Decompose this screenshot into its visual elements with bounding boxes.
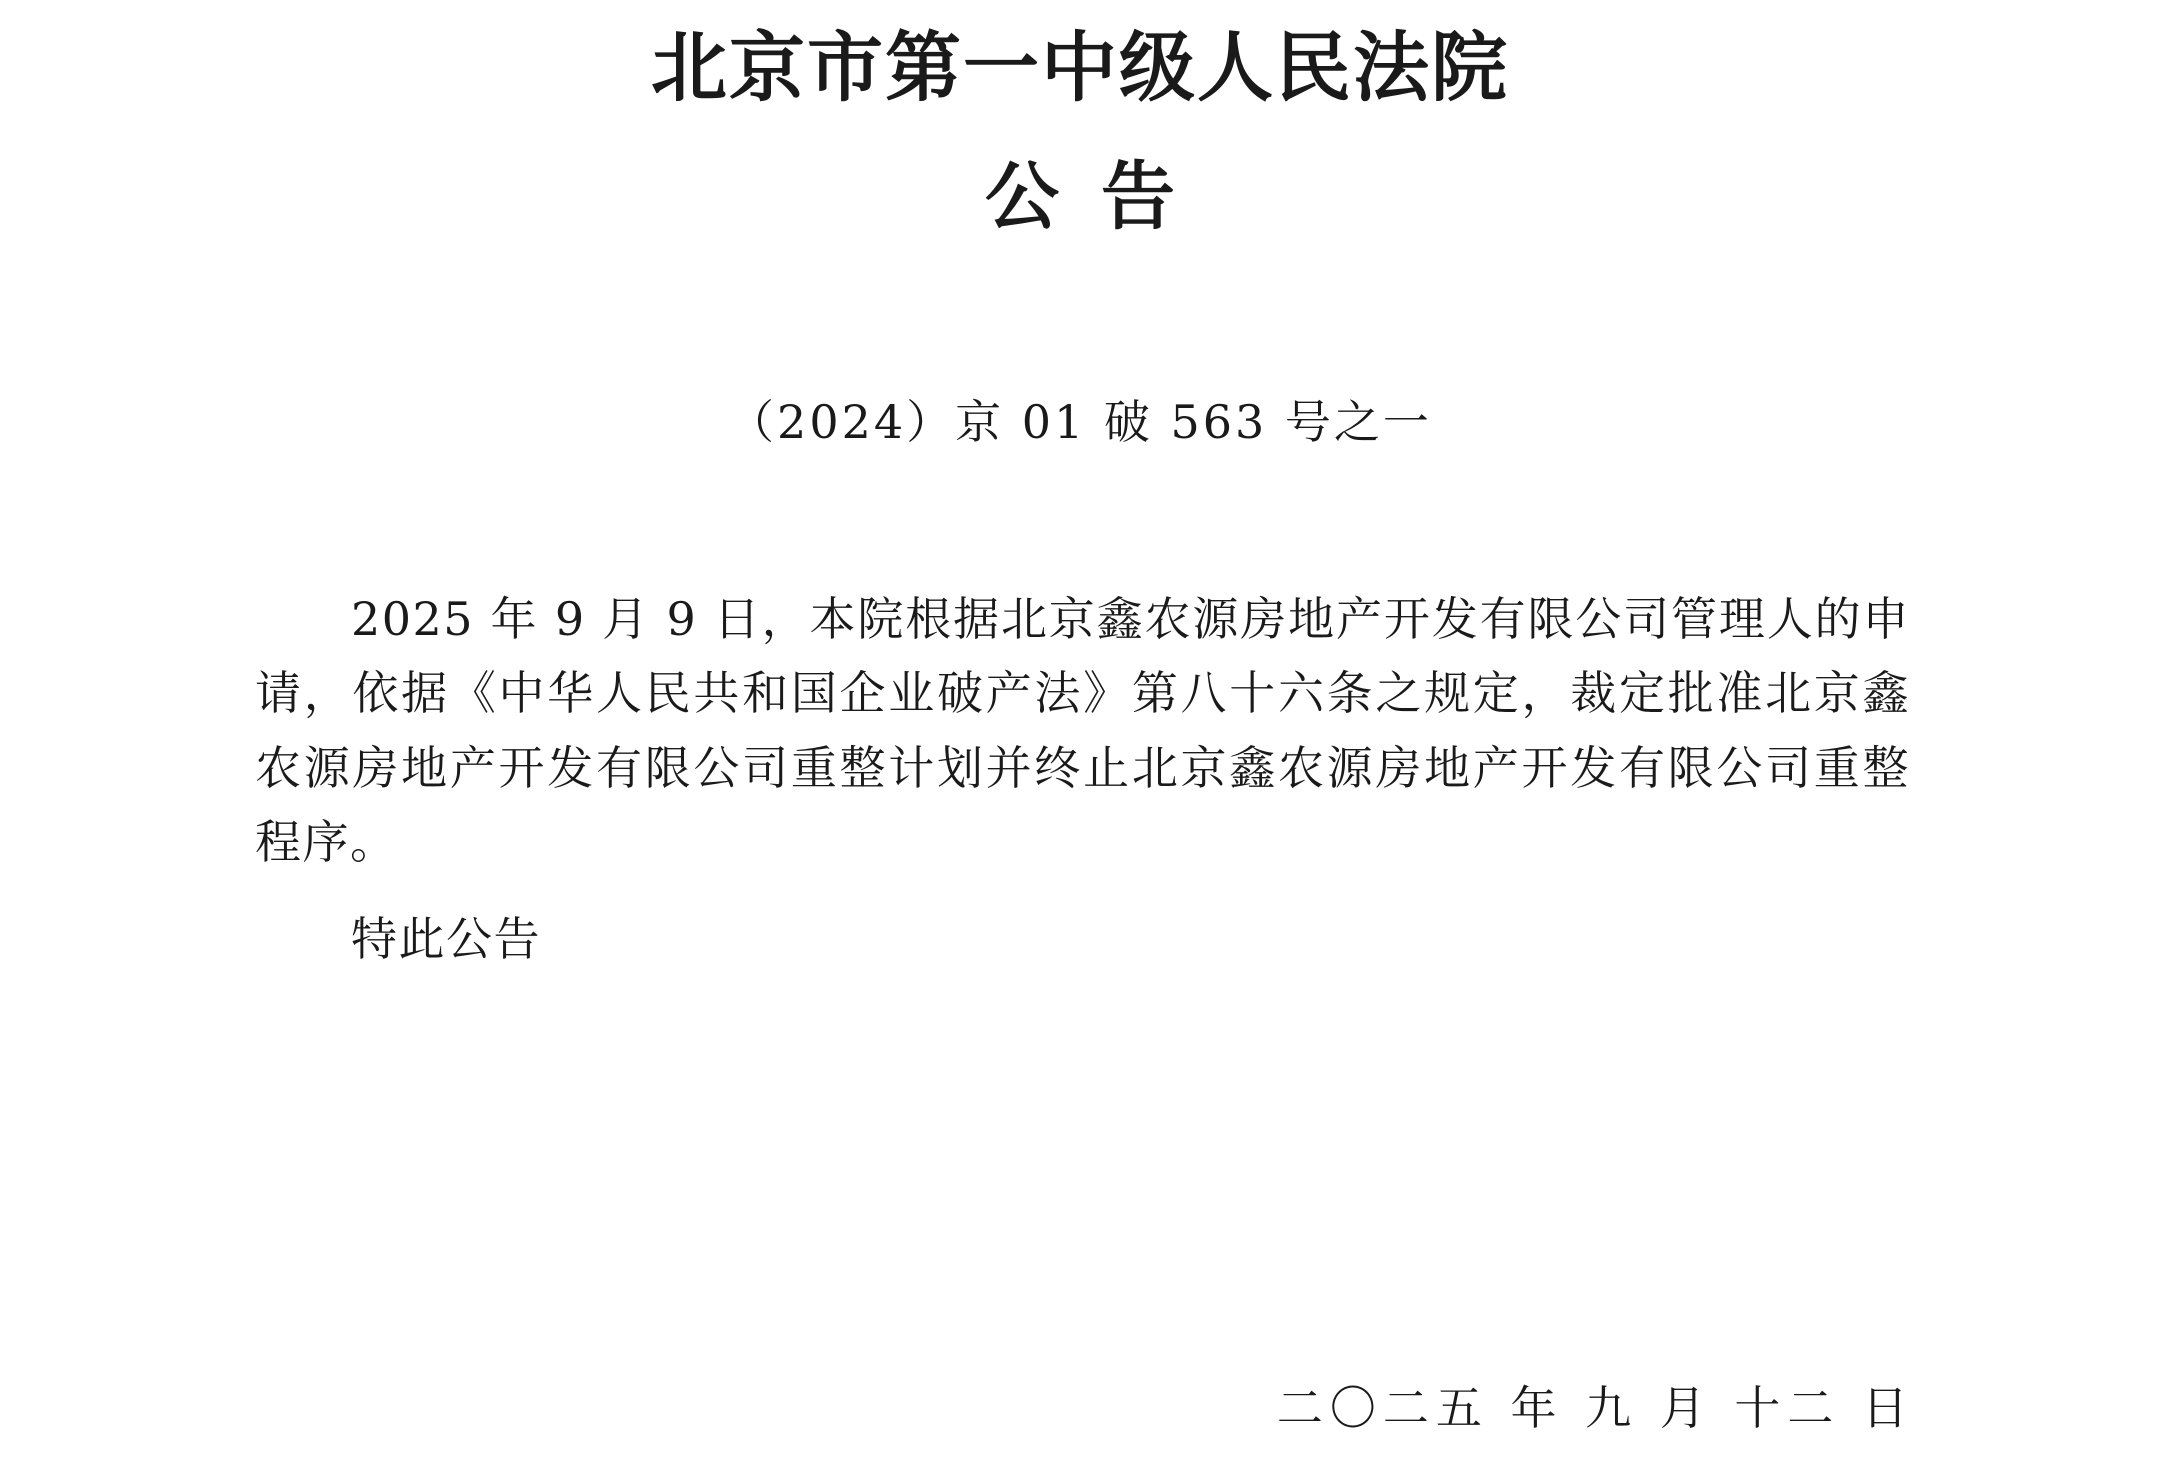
notice-closing: 特此公告 — [351, 911, 541, 966]
court-title: 北京市第一中级人民法院 — [651, 23, 1509, 112]
body-paragraph: 2025 年 9 月 9 日，本院根据北京鑫农源房地产开发有限公司管理人的申请，依据《中华人民共和国企业破产法》第八十六条之规定，裁定批准北京鑫农源房地产开发有限公司重整计划并终止北京鑫农源房地产开发有限公司重整程序。 — [255, 591, 1910, 870]
document-type-heading: 公告 — [985, 153, 1217, 240]
announcement-page — [0, 23, 2160, 1464]
case-number: （2024）京 01 破 563 号之一 — [728, 394, 1432, 449]
body-block — [0, 582, 2160, 977]
issue-date: 二〇二五 年 九 月 十二 日 — [1276, 1381, 1915, 1435]
